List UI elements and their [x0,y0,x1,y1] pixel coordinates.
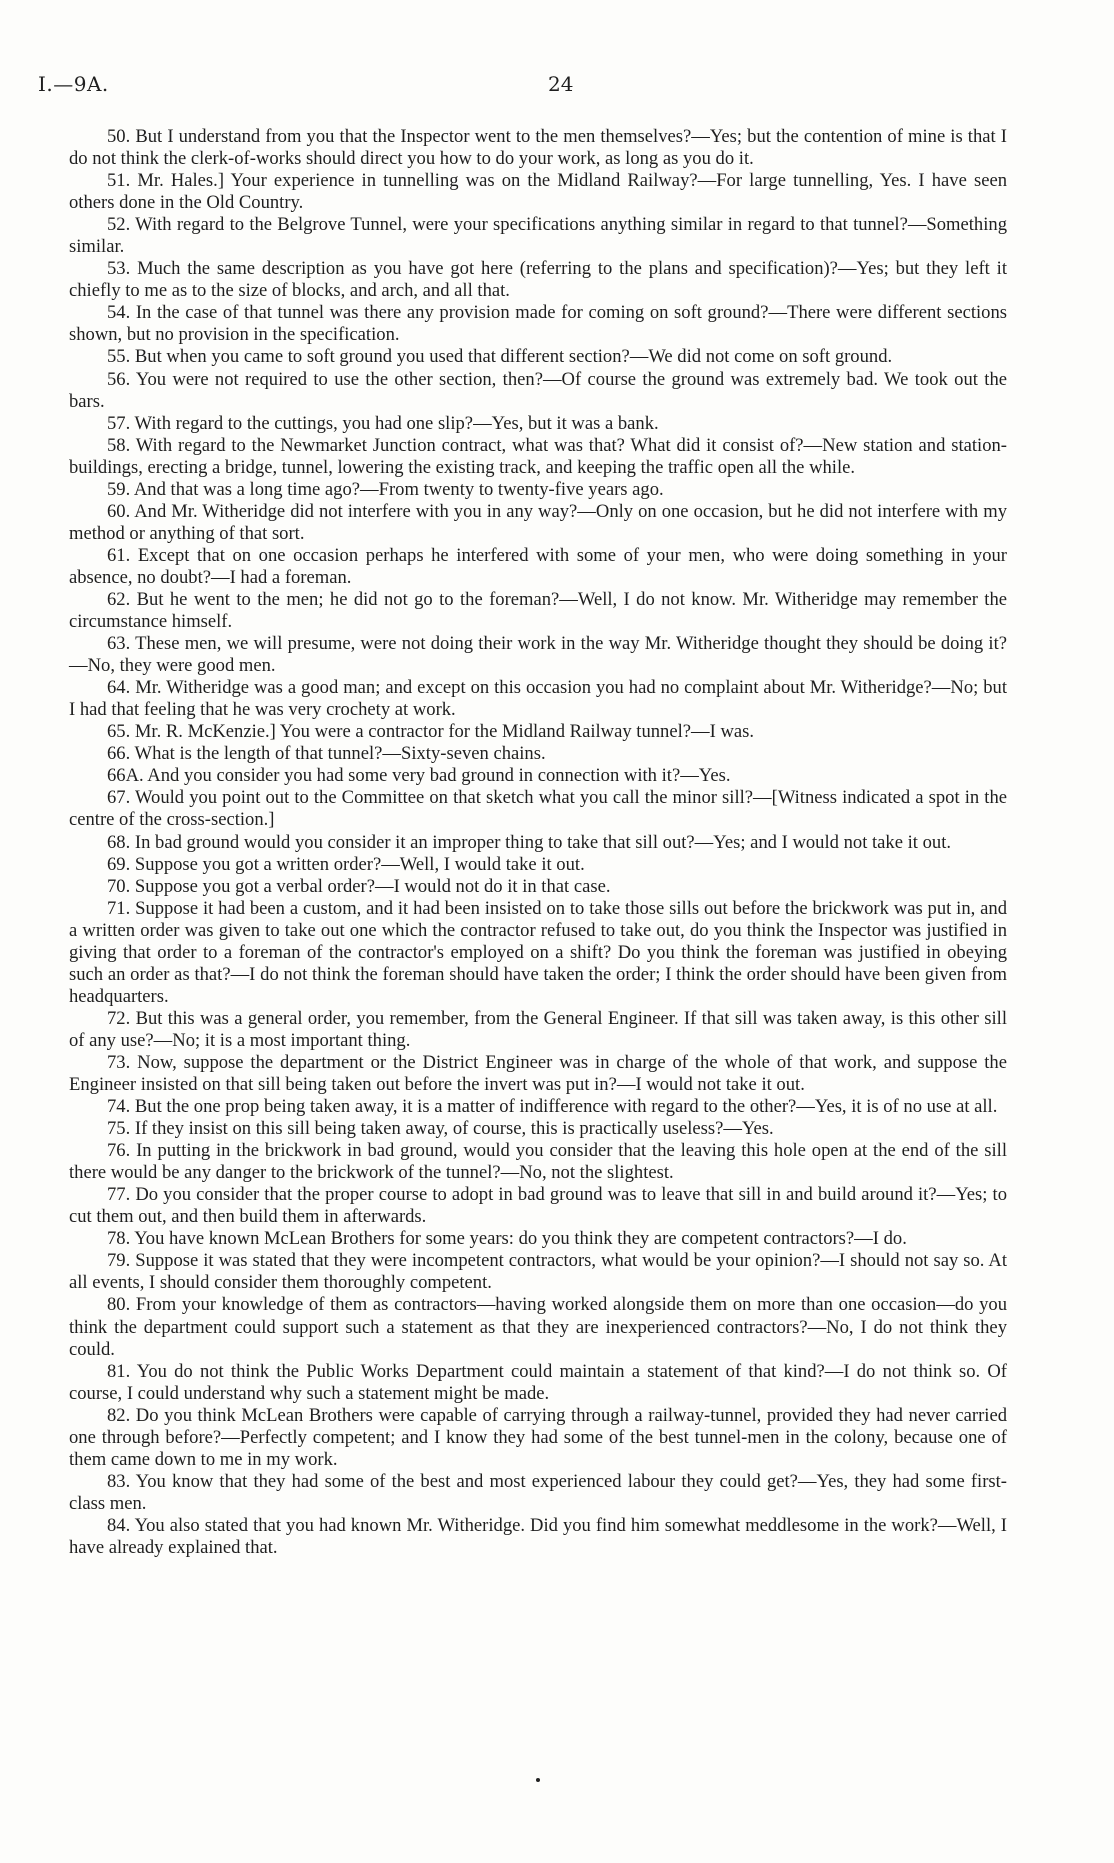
testimony-paragraph: 53. Much the same description as you have got here (referring to the plans and specification)?—Yes; but they left it chiefly to me as to the size of blocks, and arch, and all that. [69,258,1007,302]
transcript-body [69,126,1007,1559]
testimony-paragraph: 74. But the one prop being taken away, it is a matter of indifference with regard to the other?—Yes, it is of no use at all. [107,1096,998,1118]
page-header [38,72,1044,102]
testimony-paragraph: 72. But this was a general order, you remember, from the General Engineer. If that sill was taken away, is this other sill of any use?—No; it is a most important thing. [69,1007,1007,1051]
testimony-paragraph: 83. You know that they had some of the best and most experienced labour they could get?—Yes, they had some first-class men. [69,1470,1007,1514]
testimony-paragraph: 64. Mr. Witheridge was a good man; and except on this occasion you had no complaint about Mr. Witheridge?—No; but I had that feeling that he was very crochety at work. [69,677,1007,721]
testimony-paragraph: 60. And Mr. Witheridge did not interfere with you in any way?—Only on one occasion, but he did not interfere with my method or anything of that sort. [69,500,1007,544]
testimony-paragraph: 84. You also stated that you had known Mr. Witheridge. Did you find him somewhat meddlesome in the work?—Well, I have already explained that. [69,1514,1007,1558]
testimony-paragraph: 71. Suppose it had been a custom, and it had been insisted on to take those sills out before the brickwork was put in, and a written order was given to take out one which the contractor refused to take out, do you think the Inspector was justified in giving that order to a foreman of the contractor's employed on a shift? Do you think the foreman was justified in obeying such an order as that?—I do not think the foreman should have taken the order; I think the order should have been given from headquarters. [69,897,1007,1007]
testimony-paragraph: 68. In bad ground would you consider it an improper thing to take that sill out?—Yes; and I would not take it out. [107,831,952,853]
testimony-paragraph: 51. Mr. Hales.] Your experience in tunnelling was on the Midland Railway?—For large tunnelling, Yes. I have seen others done in the Old Country. [69,170,1007,214]
testimony-paragraph: 55. But when you came to soft ground you used that different section?—We did not come on soft ground. [107,346,893,368]
testimony-paragraph: 61. Except that on one occasion perhaps he interfered with some of your men, who were doing something in your absence, no doubt?—I had a foreman. [69,544,1007,588]
testimony-paragraph: 56. You were not required to use the other section, then?—Of course the ground was extremely bad. We took out the bars. [69,368,1007,412]
testimony-paragraph: 62. But he went to the men; he did not go to the foreman?—Well, I do not know. Mr. Witheridge may remember the circumstance himself. [69,588,1007,633]
testimony-paragraph: 75. If they insist on this sill being taken away, of course, this is practically useless?—Yes. [107,1118,774,1140]
testimony-paragraph: 69. Suppose you got a written order?—Well, I would take it out. [107,853,585,875]
document-reference: I.—9A. [38,72,109,96]
testimony-paragraph: 63. These men, we will presume, were not doing their work in the way Mr. Witheridge thought they should be doing it?—No, they were good men. [69,633,1007,677]
testimony-paragraph: 81. You do not think the Public Works Department could maintain a statement of that kind?—I do not think so. Of course, I could understand why such a statement might be made. [69,1360,1007,1404]
testimony-paragraph: 73. Now, suppose the department or the District Engineer was in charge of the whole of that work, and suppose the Engineer insisted on that sill being taken out before the invert was put in?—I would not take it out. [69,1051,1007,1096]
testimony-paragraph: 77. Do you consider that the proper course to adopt in bad ground was to leave that sill in and build around it?—Yes; to cut them out, and then build them in afterwards. [69,1184,1007,1228]
testimony-paragraph: 57. With regard to the cuttings, you had one slip?—Yes, but it was a bank. [107,412,659,434]
page-number: 24 [548,72,574,96]
testimony-paragraph: 54. In the case of that tunnel was there any provision made for coming on soft ground?—There were different sections shown, but no provision in the specification. [69,302,1007,346]
testimony-paragraph: 70. Suppose you got a verbal order?—I would not do it in that case. [107,875,611,897]
testimony-paragraph: 65. Mr. R. McKenzie.] You were a contractor for the Midland Railway tunnel?—I was. [107,721,755,743]
testimony-paragraph: 80. From your knowledge of them as contractors—having worked alongside them on more than one occasion—do you think the department could support such a statement as that they are inexperienced contractors?—No, I do not think they could. [69,1294,1007,1360]
testimony-paragraph: 67. Would you point out to the Committee on that sketch what you call the minor sill?—[Witness indicated a spot in the centre of the cross-section.] [69,787,1007,831]
testimony-paragraph: 59. And that was a long time ago?—From twenty to twenty-five years ago. [107,478,664,500]
testimony-paragraph: 58. With regard to the Newmarket Junction contract, what was that? What did it consist of?—New station and station-buildings, erecting a bridge, tunnel, lowering the existing track, and keeping the traffic open all the while. [69,434,1007,478]
testimony-paragraph: 52. With regard to the Belgrove Tunnel, were your specifications anything similar in regard to that tunnel?—Something similar. [69,214,1007,258]
testimony-paragraph: 79. Suppose it was stated that they were incompetent contractors, what would be your opinion?—I should not say so. At all events, I should consider them thoroughly competent. [69,1250,1007,1294]
testimony-paragraph: 50. But I understand from you that the Inspector went to the men themselves?—Yes; but the contention of mine is that I do not think the clerk-of-works should direct you how to do your work, as long as you do it. [69,126,1007,170]
testimony-paragraph: 78. You have known McLean Brothers for some years: do you think they are competent contractors?—I do. [107,1228,907,1250]
testimony-paragraph: 66A. And you consider you had some very bad ground in connection with it?—Yes. [107,765,731,787]
testimony-paragraph: 66. What is the length of that tunnel?—Sixty-seven chains. [107,743,546,765]
printing-dot [536,1778,540,1782]
testimony-paragraph: 82. Do you think McLean Brothers were capable of carrying through a railway-tunnel, provided they had never carried one through before?—Perfectly competent; and I know they had some of the best tunnel-men in the colony, because one of them came down to me in my work. [69,1404,1007,1470]
testimony-paragraph: 76. In putting in the brickwork in bad ground, would you consider that the leaving this hole open at the end of the sill there would be any danger to the brickwork of the tunnel?—No, not the slightest. [69,1140,1007,1184]
